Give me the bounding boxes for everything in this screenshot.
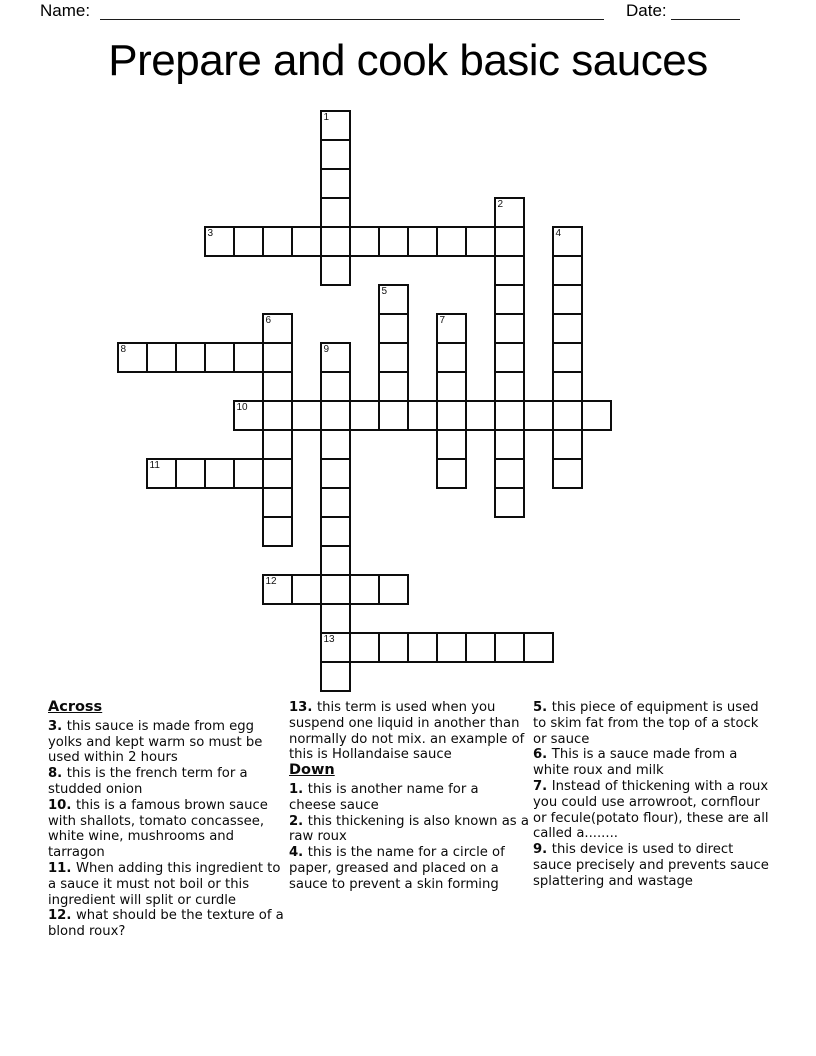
grid-cell[interactable] [494, 458, 525, 489]
grid-cell[interactable] [320, 661, 351, 692]
grid-cell[interactable] [320, 255, 351, 286]
clue-number: 1. [289, 781, 308, 797]
grid-cell[interactable] [262, 574, 293, 605]
clue-number: 7. [533, 778, 552, 794]
cell-number: 11 [149, 460, 160, 471]
grid-cell[interactable] [436, 371, 467, 402]
grid-cell[interactable] [436, 226, 467, 257]
cell-number: 10 [236, 402, 248, 413]
date-label: Date: [626, 1, 667, 20]
grid-cell[interactable] [320, 429, 351, 460]
grid-cell[interactable] [262, 342, 293, 373]
grid-cell[interactable] [262, 226, 293, 257]
grid-cell[interactable] [378, 400, 409, 431]
grid-cell[interactable] [262, 313, 293, 344]
grid-cell[interactable] [233, 458, 264, 489]
clue-column-right [533, 700, 771, 890]
grid-cell[interactable] [552, 313, 583, 344]
grid-cell[interactable] [262, 429, 293, 460]
clue-number: 6. [533, 747, 552, 763]
grid-cell[interactable] [117, 342, 148, 373]
grid-cell[interactable] [494, 429, 525, 460]
grid-cell[interactable] [204, 458, 235, 489]
clue-number: 13. [289, 700, 317, 715]
clue-column-left [48, 700, 289, 940]
cell-number: 13 [323, 634, 335, 645]
grid-cell[interactable] [320, 139, 351, 170]
grid-cell[interactable] [378, 226, 409, 257]
grid-cell[interactable] [407, 400, 438, 431]
grid-cell[interactable] [552, 284, 583, 315]
grid-cell[interactable] [320, 197, 351, 228]
cell-number: 5 [381, 286, 388, 297]
grid-cell[interactable] [291, 574, 322, 605]
grid-cell[interactable] [378, 632, 409, 663]
clue-a-10: 10. this is a famous brown sauce with shallots, tomato concassee, white wine, mushrooms and tarragon [48, 797, 268, 861]
crossword-grid [117, 110, 614, 694]
grid-cell[interactable] [233, 226, 264, 257]
clue-d-6: 6. This is a sauce made from a white roux and milk [533, 747, 738, 779]
clue-d-7: 7. Instead of thickening with a roux you could use arrowroot, cornflour or fecule(potato flour), these are all called a........ [533, 778, 769, 842]
clue-a-3: 3. this sauce is made from egg yolks and kept warm so must be used within 2 hours [48, 718, 263, 766]
grid-cell[interactable] [204, 342, 235, 373]
grid-cell[interactable] [291, 400, 322, 431]
clue-d-9: 9. this device is used to direct sauce precisely and prevents sauce splattering and wastage [533, 842, 769, 889]
clue-number: 9. [533, 842, 552, 858]
grid-cell[interactable] [494, 197, 525, 228]
grid-cell[interactable] [378, 574, 409, 605]
grid-cell[interactable] [262, 458, 293, 489]
clue-number: 4. [289, 845, 308, 861]
grid-cell[interactable] [378, 284, 409, 315]
grid-cell[interactable] [552, 400, 583, 431]
clue-number: 5. [533, 700, 552, 715]
clue-a-8: 8. this is the french term for a studded onion [48, 766, 248, 797]
grid-cell[interactable] [320, 603, 351, 634]
grid-cell[interactable] [146, 342, 177, 373]
grid-cell[interactable] [436, 400, 467, 431]
cell-number: 12 [265, 576, 277, 587]
grid-cell[interactable] [436, 632, 467, 663]
grid-cell[interactable] [465, 632, 496, 663]
grid-cell[interactable] [494, 400, 525, 431]
grid-cell[interactable] [320, 168, 351, 199]
cell-number: 9 [323, 344, 330, 355]
grid-cell[interactable] [465, 226, 496, 257]
grid-cell[interactable] [378, 313, 409, 344]
clue-a-12: 12. what should be the texture of a blond roux? [48, 908, 284, 940]
grid-cell[interactable] [581, 400, 612, 431]
grid-cell[interactable] [494, 255, 525, 286]
grid-cell[interactable] [320, 458, 351, 489]
grid-cell[interactable] [378, 342, 409, 373]
grid-cell[interactable] [494, 313, 525, 344]
grid-cell[interactable] [552, 371, 583, 402]
grid-cell[interactable] [175, 342, 206, 373]
cell-number: 2 [497, 199, 504, 210]
grid-cell[interactable] [407, 226, 438, 257]
grid-cell[interactable] [320, 632, 351, 663]
cell-number: 8 [120, 344, 127, 355]
date-blank-line[interactable] [671, 2, 740, 20]
clue-d-4: 4. this is the name for a circle of paper, greased and placed on a sauce to prevent a skin forming [289, 845, 505, 892]
grid-cell[interactable] [378, 371, 409, 402]
grid-cell[interactable] [175, 458, 206, 489]
cell-number: 1 [323, 112, 330, 123]
clue-a-11: 11. When adding this ingredient to a sauce it must not boil or this ingredient will split or curdle [48, 860, 281, 908]
grid-cell[interactable] [349, 226, 380, 257]
grid-cell[interactable] [494, 632, 525, 663]
clue-d-1: 1. this is another name for a cheese sauce [289, 781, 479, 813]
grid-cell[interactable] [552, 458, 583, 489]
grid-cell[interactable] [552, 429, 583, 460]
grid-cell[interactable] [436, 429, 467, 460]
cell-number: 7 [439, 315, 446, 326]
down-heading: Down [289, 762, 335, 779]
across-heading: Across [48, 699, 103, 715]
clue-number: 8. [48, 766, 67, 782]
grid-cell[interactable] [320, 516, 351, 547]
grid-cell[interactable] [494, 342, 525, 373]
grid-cell[interactable] [291, 226, 322, 257]
grid-cell[interactable] [262, 487, 293, 518]
clue-d-5: 5. this piece of equipment is used to skim fat from the top of a stock or sauce [533, 700, 759, 747]
grid-cell[interactable] [233, 400, 264, 431]
cell-number: 4 [555, 228, 562, 239]
name-blank-line[interactable] [100, 2, 604, 20]
grid-cell[interactable] [349, 632, 380, 663]
grid-cell[interactable] [494, 226, 525, 257]
grid-cell[interactable] [494, 284, 525, 315]
grid-cell[interactable] [407, 632, 438, 663]
grid-cell[interactable] [552, 255, 583, 286]
grid-cell[interactable] [204, 226, 235, 257]
grid-cell[interactable] [349, 574, 380, 605]
clue-number: 10. [48, 797, 76, 813]
cell-number: 6 [265, 315, 272, 326]
grid-cell[interactable] [552, 342, 583, 373]
clue-number: 3. [48, 718, 67, 734]
grid-cell[interactable] [320, 574, 351, 605]
grid-cell[interactable] [465, 400, 496, 431]
grid-cell[interactable] [233, 342, 264, 373]
grid-cell[interactable] [320, 487, 351, 518]
grid-cell[interactable] [320, 371, 351, 402]
grid-cell[interactable] [320, 545, 351, 576]
clue-number: 11. [48, 860, 76, 876]
grid-cell[interactable] [320, 342, 351, 373]
grid-cell[interactable] [262, 371, 293, 402]
grid-cell[interactable] [523, 632, 554, 663]
grid-cell[interactable] [436, 458, 467, 489]
grid-cell[interactable] [320, 400, 351, 431]
grid-cell[interactable] [146, 458, 177, 489]
grid-cell[interactable] [436, 342, 467, 373]
clue-number: 2. [289, 813, 308, 829]
grid-cell[interactable] [349, 400, 380, 431]
grid-cell[interactable] [494, 487, 525, 518]
grid-cell[interactable] [320, 226, 351, 257]
grid-cell[interactable] [320, 110, 351, 141]
grid-cell[interactable] [262, 516, 293, 547]
grid-cell[interactable] [262, 400, 293, 431]
grid-cell[interactable] [523, 400, 554, 431]
page-title: Prepare and cook basic sauces [108, 36, 708, 85]
clue-a-13: 13. this term is used when you suspend one liquid in another than normally do not mix. an example of this is Hollandaise sauce [289, 700, 525, 763]
grid-cell[interactable] [552, 226, 583, 257]
grid-cell[interactable] [436, 313, 467, 344]
grid-cell[interactable] [494, 371, 525, 402]
name-label: Name: [40, 1, 91, 20]
clue-number: 12. [48, 908, 76, 924]
clue-d-2: 2. this thickening is also known as a raw roux [289, 813, 529, 845]
clue-column-middle [289, 700, 529, 893]
cell-number: 3 [207, 228, 214, 239]
